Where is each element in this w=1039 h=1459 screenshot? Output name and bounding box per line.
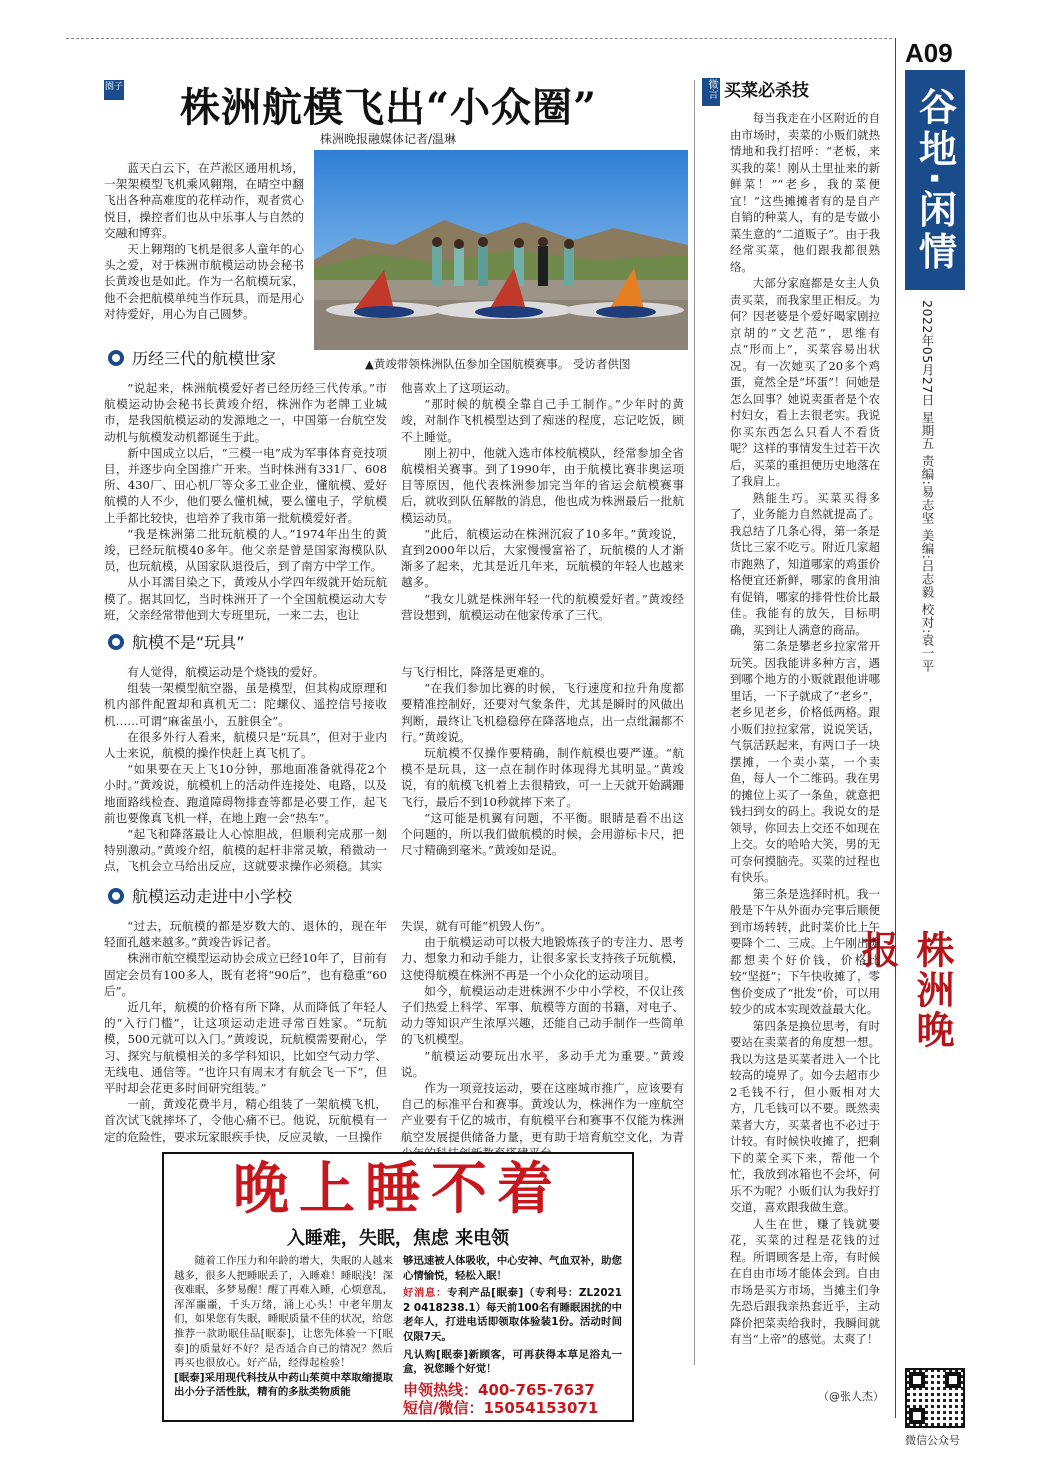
ad-good-news xyxy=(403,1286,622,1344)
section-2-column-2 xyxy=(401,664,684,858)
paragraph: 在很多外行人看来，航模只是“玩具”，但对于业内人士来说，航模的操作快赶上真飞机了。 xyxy=(104,729,387,761)
ad-subtitle: 入睡难，失眠，焦虑 来电领 xyxy=(286,1228,510,1249)
paragraph: “我是株洲第二批玩航模的人。”1974年出生的黄竣，已经玩航模40多年。他父亲是曾是国家海模队队员，也玩航模，从国家队退役后，到了南方中学工作。 xyxy=(104,526,387,574)
bullet-icon xyxy=(108,350,124,366)
paragraph: 如今，航模运动走进株洲不少中小学校，不仅让孩子们热爱上科学、军事、航模等方面的书籍，对电子、动力等知识产生浓厚兴趣，还能自己动手制作一些简单的飞机模型。 xyxy=(401,983,684,1047)
ad-right-column xyxy=(403,1254,622,1417)
paragraph: “我女儿就是株洲年轻一代的航模爱好者。”黄竣经营设想到，航模运动在他家传承了三代。 xyxy=(401,591,684,622)
paragraph: “此后，航模运动在株洲沉寂了10多年。”黄竣说，直到2000年以后，大家慢慢富裕了，玩航模的人才渐渐多了起来，尤其是近几年来，玩航模的年轻人也越来越多。 xyxy=(401,526,684,590)
paragraph: 熟能生巧。买菜买得多了，业务能力自然就提高了。我总结了几条心得，第一条是货比三家不吃亏。附近几家超市跑熟了，知道哪家的鸡蛋价格便宜还新鲜，哪家的食用油有促销，哪家的排骨性价比最佳。我能有的放矢，目标明确，买到让人满意的商品。 xyxy=(730,490,880,637)
airfield-photo-illustration xyxy=(314,150,688,350)
bullet-icon xyxy=(108,888,124,904)
ad-good-news-label: 好消息： xyxy=(403,1287,448,1300)
qr-code-icon xyxy=(905,1368,965,1428)
paragraph: 第二条是攀老乡拉家常开玩笑。因我能讲多种方言，遇到哪个地方的小贩就跟他讲哪里话，一下子就成了“老乡”，老乡见老乡，价格低两格。跟小贩们拉拉家常，说说笑话，气氛活跃起来，有两口子一块摆摊，一个卖小菜，一个卖鱼，每人一个二维码。我在男的摊位上买了一条鱼，就意把钱扫到女的码上。我说女的是领导，你回去上交还不如现在上交。女的哈哈大笑，男的无可奈何摸脑壳。买菜的过程也有快乐。 xyxy=(730,639,880,884)
bullet-icon xyxy=(108,634,124,650)
lead-paragraph: 蓝天白云下，在芦淞区通用机场，一架架模型飞机乘风翱翔，在晴空中翻飞出各种高难度的花样动作，观者赏心悦目，操控者们也从中乐事人与自然的交融和博弈。 xyxy=(104,161,304,240)
section-heading-1 xyxy=(108,346,276,369)
paragraph: 组装一架模型航空器，虽是模型，但其构成原理和机内部件配置却和真机无二：陀螺仪、遥控信号接收机……可谓“麻雀虽小，五脏俱全”。 xyxy=(104,681,387,728)
ad-title: 晚上睡不着 xyxy=(233,1157,563,1222)
lead-text xyxy=(104,160,304,322)
paragraph: 人生在世，赚了钱就要花，买菜的过程是花钱的过程。所谓顾客是上帝，有时候在自由市场才能体会到。自由市场是买方市场，当摊主们争先恐后跟我亲热套近乎，主动降价把菜卖给我时，我瞬间就有当“上帝”的感觉。太爽了！ xyxy=(730,1216,880,1346)
paragraph: “起飞和降落最让人心惊胆战，但顺利完成那一刻特别激动。”黄竣介绍，航模的起杆非常灵敏，稍微动一点，飞机会立马给出反应，这就要求操作必须稳。其实 xyxy=(104,827,387,874)
sidebar-signature: （@张人杰） xyxy=(818,1390,884,1403)
date-line: 2022年05月27日 星期五 责编:易志坚 美编:吕志毅 校对:袁一平 xyxy=(920,300,935,673)
paragraph: 有人觉得，航模运动是个烧钱的爱好。 xyxy=(127,665,325,679)
advertisement xyxy=(162,1152,634,1422)
paragraph: 玩航模不仅操作要精确，制作航模也要严谨。“航模不是玩具，这一点在制作时体现得尤其明显。”黄竣说，有的航模飞机着上去很精致，可一上天就开始蹒跚飞行，最后不到10秒就摔下来了。 xyxy=(401,746,684,809)
ad-good-news-text: 专利产品[眠泰]（专利号：ZL2021 2 0418238.1）每天前100名有睡眠困扰的中老年人，打进电话即领取体验装1份。活动时间仅限7天。 xyxy=(403,1287,623,1343)
ad-hotline[interactable]: 申领热线：400-765-7637 xyxy=(403,1380,595,1399)
section-heading-3 xyxy=(108,884,292,907)
section-title: 谷地·闲情 xyxy=(912,86,957,274)
section-heading-2 xyxy=(108,630,245,653)
article-tag: 圈子 xyxy=(104,80,124,100)
paragraph: “过去，玩航模的都是岁数大的、退休的，现在年轻面孔越来越多。”黄竣告诉记者。 xyxy=(104,919,387,950)
paragraph: 从小耳濡目染之下，黄竣从小学四年级就开始玩航模了。据其回忆，当时株洲开了一个全国航模运动大专班，父亲经常带他到大专班里玩，一来二去，也让 xyxy=(104,575,387,622)
paragraph: 新中国成立以后，“三模一电”成为军事体育竞技项目，并逐步向全国推广开来。当时株洲有331厂、608所、430厂、田心机厂等众多工业企业，懂航模、爱好航模的人不少，他们要么懂机械，要么懂电子，学航模上手都比较快，也培养了我市第一批航模爱好者。 xyxy=(104,445,387,525)
ad-bonus: 凡认购[眠泰]新顾客，可再获得本草足浴丸一盒，祝您睡个好觉！ xyxy=(403,1348,622,1376)
paragraph: 株洲市航空模型运动协会成立已经10年了，目前有固定会员有100多人，既有老将“90后”，也有稳重“60后”。 xyxy=(104,951,387,998)
paragraph: 每当我走在小区附近的自由市场时，卖菜的小贩们就热情地和我打招呼：“老板，来买我的菜！刚从土里扯来的新鲜菜！”“老乡，我的菜便宜！”这些摊摊者有的是自产自销的种菜人，有的是专做小菜生意的“二道贩子”。由于我经常买菜，他们跟我都很熟络。 xyxy=(730,111,880,274)
page-number: A09 xyxy=(905,38,953,68)
paragraph: “说起来，株洲航模爱好者已经历经三代传承。”市航模运动协会秘书长黄竣介绍，株洲作为老牌工业城市，是我国航模运动的发源地之一，中国第一台航空发动机与航模发动机都诞生于此。 xyxy=(104,381,387,444)
paragraph: 刚上初中，他就入选市体校航模队，经常参加全省航模相关赛事。到了1990年，由于航模比赛非奥运项目等原因，他代表株洲参加完当年的省运会航模赛事后，就收到队伍解散的消息，他也成为株洲最后一批航模运动员。 xyxy=(401,445,684,525)
top-rule xyxy=(66,38,892,39)
section-3-column-2 xyxy=(401,918,684,1161)
sidebar-text xyxy=(730,110,880,1348)
ad-right-text: 够迅速被人体吸收，中心安神、气血双补，助您心情愉悦，轻松入眠！ xyxy=(403,1255,622,1282)
paragraph: “航模运动要玩出水平，多动手尤为重要。”黄竣说。 xyxy=(401,1048,684,1079)
paragraph: 一前，黄竣花费半月，精心组装了一架航模飞机，首次试飞就摔坏了，令他心痛不已。他说，玩航模有一定的危险性，要求玩家眼疾手快，反应灵敏，一旦操作 xyxy=(104,1097,387,1144)
paragraph: “在我们参加比赛的时候，飞行速度和拉升角度都要精准控制好，还要对气象条件，尤其是瞬时的风做出判断，最终让飞机稳稳停在降落地点，出一点纰漏都不行。”黄竣说。 xyxy=(401,681,684,744)
section-2-column-1 xyxy=(104,664,387,875)
ad-body xyxy=(174,1254,622,1417)
paragraph: 第三条是选择时机。我一般是下午从外面办完事后顺便到市场转转，此时菜价比上午要降个二、三成。上午刚出摊都想卖个好价钱，价格比较“坚挺”；下午快收摊了，零售价变成了“批发”价，可以用较少的成本实现效益最大化。 xyxy=(730,886,880,1016)
newspaper-logo: 株洲晚报 xyxy=(855,930,955,1050)
headline: 株洲航模飞出“小众圈” xyxy=(180,84,598,131)
column-divider xyxy=(694,80,695,1365)
section-heading-text: 航模不是“玩具” xyxy=(132,633,245,652)
section-banner xyxy=(905,70,965,290)
section-1-column-1 xyxy=(104,380,387,623)
paragraph: 近几年，航模的价格有所下降，从而降低了年轻人的“入行门槛”，让这项运动走进寻常百姓家。“玩航模，500元就可以入门。”黄竣说，玩航模需要耐心，学习、探究与航模相关的多学科知识，比如空气动力学、无线电、通信等。“也许只有周末才有航会飞一下”，但平时却会花更多时间研究组装。” xyxy=(104,1000,387,1096)
paragraph: “这可能是机翼有问题，不平衡。眼睛是看不出这个问题的，所以我们做航模的时候，会用游标卡尺，把尺寸精确到毫米。”黄竣如是说。 xyxy=(401,810,684,858)
sidebar-title: 买菜必杀技 xyxy=(724,81,809,101)
section-3-column-1 xyxy=(104,918,387,1145)
paragraph: 大部分家庭都是女主人负责买菜，而我家里正相反。为何？因老婆是个爱好喝家剧拉京胡的“文艺范”，思维有点“形而上”，买菜容易出状况。有一次她买了20多个鸡蛋，竟然全是“坏蛋”！问她是怎么回事？她说卖蛋者是个农村妇女，看上去很老实。我说你买东西怎么只看人不看货呢？这样的事情发生过若干次后，买菜的重担便历史地落在了我肩上。 xyxy=(730,276,880,488)
paragraph: “那时候的航模全靠自己手工制作。”少年时的黄竣，对制作飞机模型达到了痴迷的程度，忘记吃饭，顾不上睡觉。 xyxy=(401,397,684,444)
paragraph: 第四条是换位思考，有时要站在卖菜者的角度想一想。我以为这是买菜者进入一个比较高的境界了。如今去超市少2毛钱不行，但小贩相对大方，几毛钱可以不要。既然卖菜者大方，买菜者也不必过于计较。有时候快收摊了，把剩下的菜全买下来，帮他一个忙，我放到冰箱也不会坏，何乐不为呢？小贩们认为我好打交道，喜欢跟我做生意。 xyxy=(730,1018,880,1214)
ad-left-text-2: [眠泰]采用现代科技从中药山茱萸中萃取缩提取出小分子活性肽，精有的多肽类物质能 xyxy=(174,1371,393,1399)
ad-left-column xyxy=(174,1254,393,1417)
ad-left-text: 随着工作压力和年龄的增大，失眠的人越来越多，很多人把睡眠丢了，入睡难！睡眠浅！深夜难眠，多梦易醒！醒了再难入睡，心烦意乱，浑浑噩噩，千头万绪，涌上心头！中老年朋友们，如果您有失眠，睡眠质量不佳的状况，给您推荐一款助眠佳品[眠泰]，让您先体验一下[眠泰]的质量好不好？是否适合自己的情况？然后再买也很放心。好产品，经得起检验！ xyxy=(174,1255,393,1370)
paragraph: 他喜欢上了这项运动。 xyxy=(401,381,517,395)
ad-sms[interactable]: 短信/微信：15054153071 xyxy=(403,1398,599,1417)
sidebar-tag: 微言 xyxy=(702,78,720,106)
article-photo xyxy=(314,150,688,350)
lead-paragraph: 天上翱翔的飞机是很多人童年的心头之爱，对于株洲市航模运动协会秘书长黄竣也是如此。作为一名航模玩家，他不会把航模单纯当作玩具，而是用心对待爱好，用心为自己圆梦。 xyxy=(104,242,304,321)
section-heading-text: 航模运动走进中小学校 xyxy=(132,887,293,906)
section-heading-text: 历经三代的航模世家 xyxy=(132,349,277,368)
qr-caption: 微信公众号 xyxy=(905,1434,960,1447)
paragraph: 失误，就有可能“机毁人伤”。 xyxy=(401,919,552,933)
right-margin-rule xyxy=(895,38,896,1418)
section-1-column-2 xyxy=(401,380,684,623)
paragraph: “如果要在天上飞10分钟，那地面准备就得花2个小时。”黄竣说，航模机上的活动件连接处、电路，以及地面路线检查、跑道障碍物排查等都是必要工作，起飞前也要像真飞机一样，在地上跑一会“热车”。 xyxy=(104,762,387,825)
photo-caption: ▲黄竣带领株洲队伍参加全国航模赛事。 受访者供图 xyxy=(365,357,631,371)
byline: 株洲晚报融媒体记者/温琳 xyxy=(320,132,457,146)
paragraph: 由于航模运动可以极大地锻炼孩子的专注力、思考力、想象力和动手能力，让很多家长支持孩子玩航模，这使得航模在株洲不再是一个小众化的运动项目。 xyxy=(401,935,684,982)
paragraph: 作为一项竞技运动，要在这座城市推广，应该要有自己的标准平台和赛事。黄竣认为，株洲作为一座航空产业要有千亿的城市，有航模平台和赛事不仅能为株洲航空发展提供储备力量，更有助于培育航空文化，为青 xyxy=(401,1081,684,1144)
paragraph: 与飞行相比，降落是更难的。 xyxy=(401,665,552,679)
